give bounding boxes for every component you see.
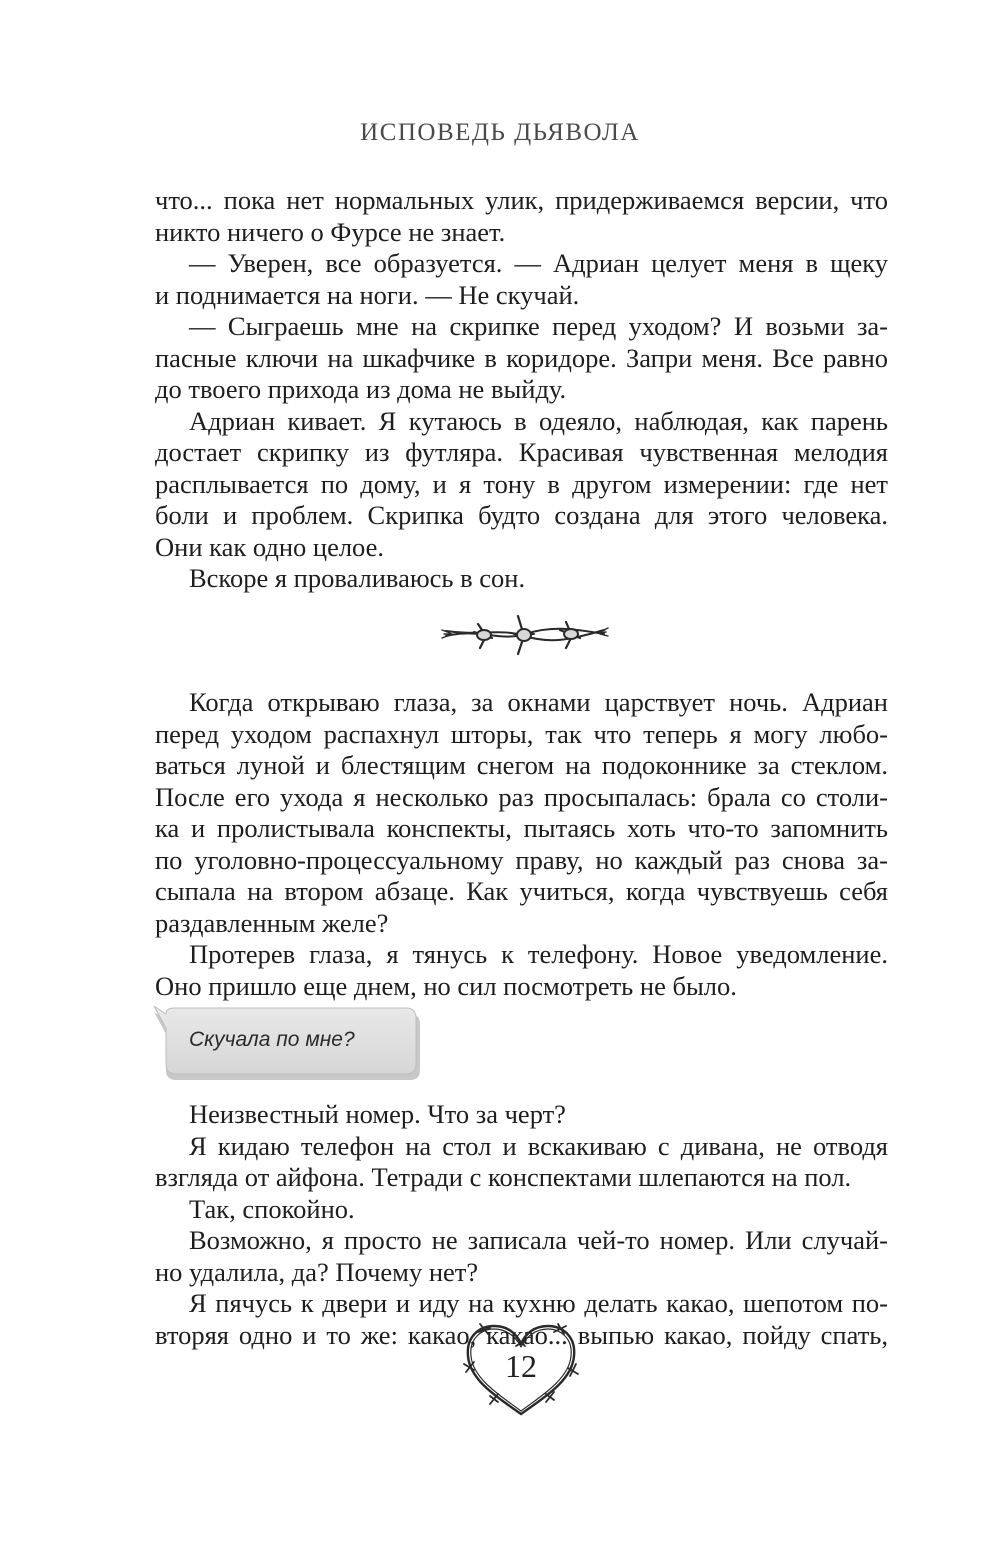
- text-line: Так, спокойно.: [189, 1193, 355, 1224]
- text-line: вторяя одно и то же: какао, какао... выпью какао, пойду спать,: [155, 1319, 888, 1350]
- text-line: Они как одно целое.: [155, 531, 385, 562]
- text-section-3: [155, 1099, 888, 1351]
- text-line: Когда открываю глаза, за окнами царствует ночь. Адриан: [189, 687, 888, 717]
- text-line: Оно пришло еще днем, но сил посмотреть не было.: [155, 970, 737, 1001]
- text-line: После его ухода я несколько раз просыпалась: брала со столи-: [155, 781, 888, 812]
- message-text: Скучала по мне?: [189, 1028, 355, 1051]
- text-line: но удалила, да? Почему нет?: [155, 1256, 479, 1287]
- text-line: достает скрипку из футляра. Красивая чувственная мелодия: [155, 437, 888, 467]
- text-line: Я пячусь к двери и иду на кухню делать какао, шепотом по-: [189, 1288, 888, 1318]
- text-line: Вскоре я проваливаюсь в сон.: [189, 563, 526, 593]
- text-line: по уголовно-процессуальному праву, но каждый раз снова за-: [155, 844, 888, 875]
- text-line: — Уверен, все образуется. — Адриан целует меня в щеку: [189, 248, 888, 278]
- text-line: ваться луной и блестящим снегом на подоконнике за стеклом.: [155, 750, 888, 780]
- barbed-wire-divider-icon: [440, 606, 610, 662]
- text-line: до твоего прихода из дома не выйду.: [155, 374, 567, 404]
- text-section-2: [155, 687, 888, 1002]
- page-number: 12: [505, 1348, 537, 1384]
- text-line: никто ничего о Фурсе не знает.: [155, 216, 506, 247]
- running-head: ИСПОВЕДЬ ДЬЯВОЛА: [360, 119, 640, 146]
- text-line: расплывается по дому, и я тону в другом измерении: где нет: [155, 468, 888, 499]
- text-line: и поднимается на ноги. — Не скучай.: [155, 279, 580, 310]
- text-line: что... пока нет нормальных улик, придерживаемся версии, что: [155, 185, 888, 215]
- text-line: сыпала на втором абзаце. Как учиться, когда чувствуешь себя: [155, 876, 888, 906]
- text-line: Адриан кивает. Я кутаюсь в одеяло, наблюдая, как парень: [189, 405, 888, 436]
- text-line: пасные ключи на шкафчике в коридоре. Запри меня. Все равно: [155, 342, 888, 373]
- text-line: взгляда от айфона. Тетради с конспектами шлепаются на пол.: [155, 1162, 852, 1192]
- text-line: — Сыграешь мне на скрипке перед уходом? И возьми за-: [189, 311, 888, 341]
- text-line: боли и проблем. Скрипка будто создана для этого человека.: [155, 500, 888, 530]
- text-line: Неизвестный номер. Что за черт?: [189, 1099, 566, 1129]
- text-line: Возможно, я просто не записала чей-то номер. Или случай-: [189, 1225, 888, 1255]
- text-line: раздавленным желе?: [155, 907, 389, 938]
- text-section-1: [155, 185, 888, 595]
- text-line: ка и пролистывала конспекты, пытаясь хоть что-то запомнить: [155, 813, 888, 843]
- text-line: Протерев глаза, я тянусь к телефону. Новое уведомление.: [189, 939, 888, 969]
- text-line: Я кидаю телефон на стол и вскакиваю с дивана, не отводя: [189, 1130, 888, 1161]
- text-line: перед уходом распахнул шторы, так что теперь я могу любо-: [155, 718, 888, 749]
